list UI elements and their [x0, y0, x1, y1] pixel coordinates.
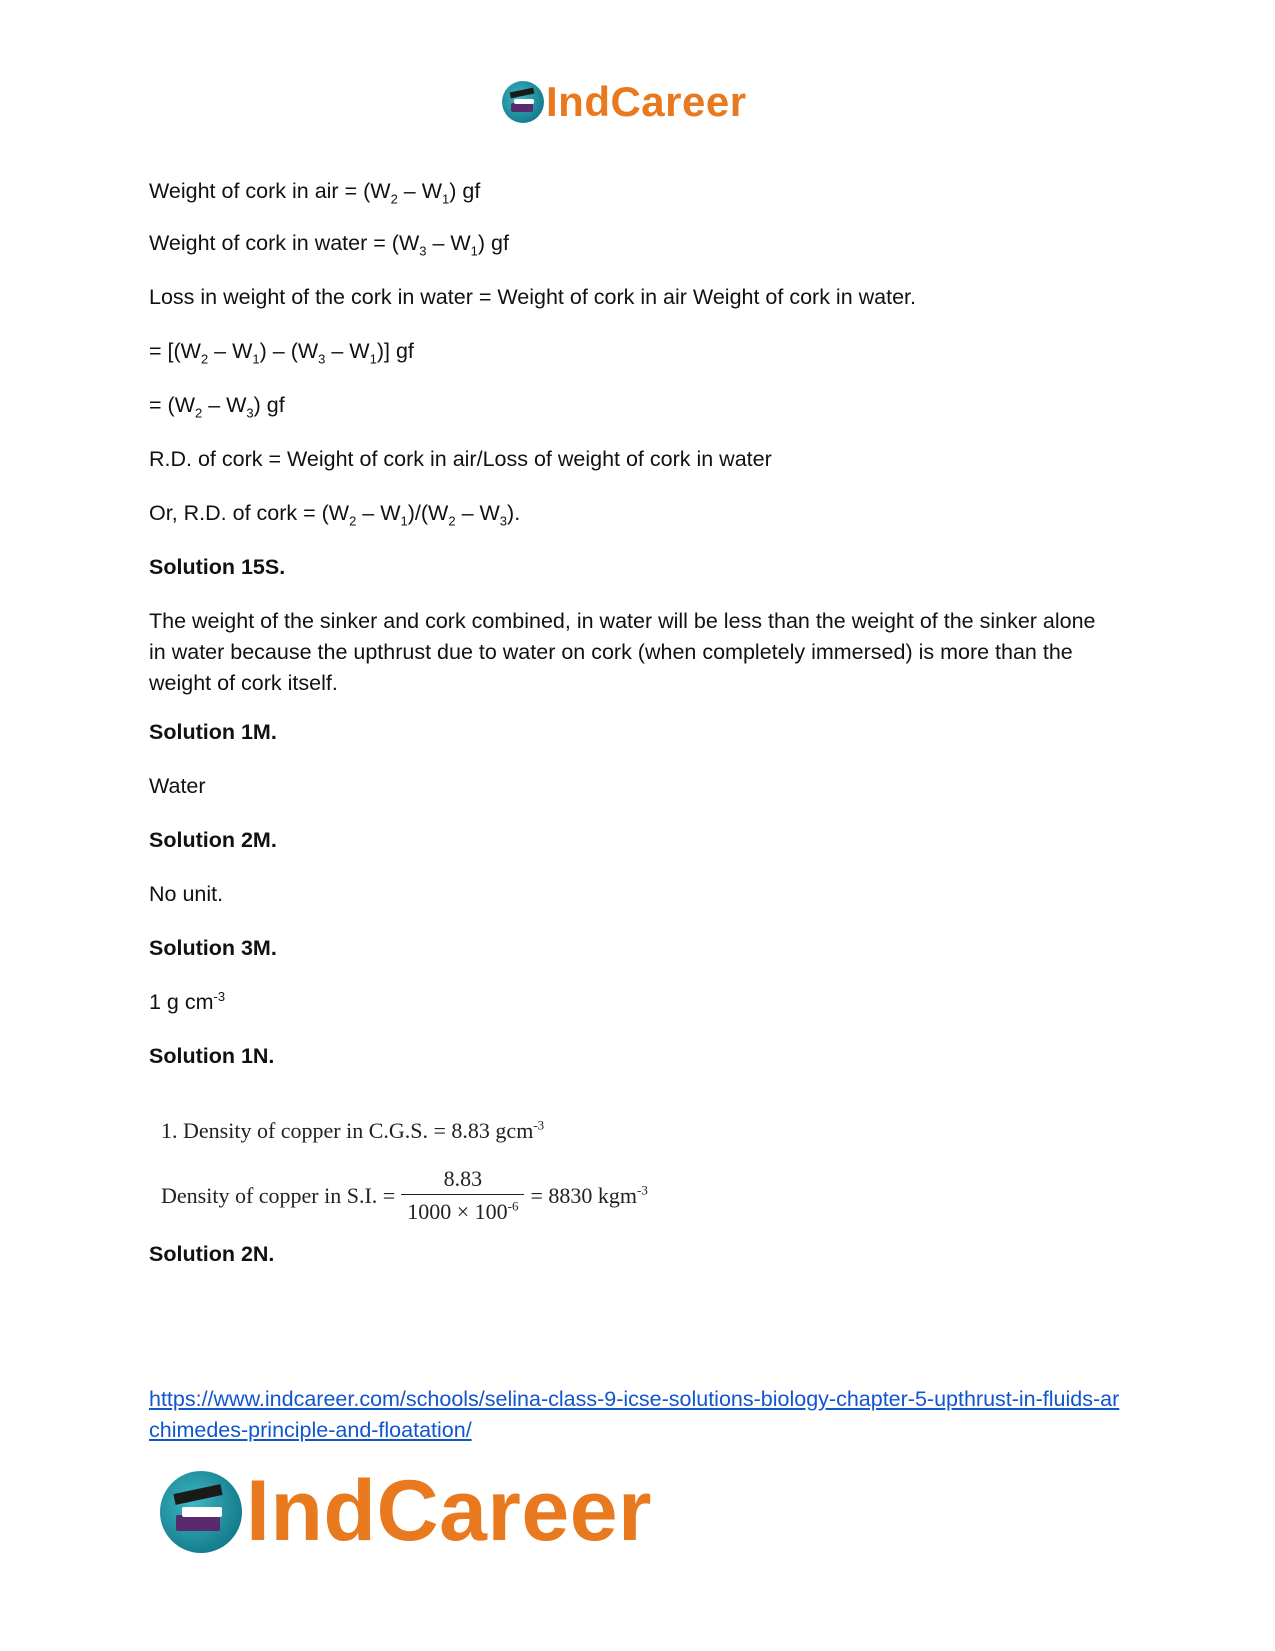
- solution-heading: Solution 3M.: [149, 936, 277, 960]
- text-line: R.D. of cork = Weight of cork in air/Loss of weight of cork in water: [149, 447, 772, 471]
- formula-row: Density of copper in S.I. = $\frac{8.83}{1000 \times 100^{-6}}$ = 8830 kgm$^{-3}$: [161, 1166, 648, 1224]
- footer-logo: [160, 1462, 652, 1561]
- fraction: $\frac{8.83}{1000 \times 100^{-6}}$: [401, 1166, 524, 1225]
- text-line: Weight of cork in air = $(W_2 - W_1)$ gf: [149, 179, 481, 207]
- indcareer-logo-icon: [502, 81, 544, 123]
- text-line: = $(W_2 - W_3)$ gf: [149, 393, 285, 421]
- logo-wordmark: IndCareer: [546, 78, 747, 125]
- indcareer-logo-icon: [160, 1471, 242, 1553]
- solution-heading: Solution 1M.: [149, 720, 277, 744]
- source-link[interactable]: https://www.indcareer.com/schools/selina-class-9-icse-solutions-biology-chapter-5-upthrust-in-fluids-archimedes-principle-and-floatation/: [149, 1387, 1120, 1442]
- solution-heading: Solution 2N.: [149, 1242, 275, 1266]
- text-line: Weight of cork in water = $(W_3 - W_1)$ gf: [149, 231, 509, 259]
- solution-paragraph: The weight of the sinker and cork combined, in water will be less than the weight of the sinker alone in water because the upthrust due to water on cork (when completely immersed) is more than the weight of cork itself.: [149, 609, 1096, 695]
- solution-answer: 1 g $cm^{-3}$: [149, 988, 226, 1014]
- solution-answer: No unit.: [149, 882, 224, 906]
- solution-heading: Solution 15S.: [149, 555, 286, 579]
- solution-answer: Water: [149, 774, 206, 798]
- solution-heading: Solution 1N.: [149, 1044, 275, 1068]
- header-logo: [502, 78, 747, 126]
- text-line: Loss in weight of the cork in water = Weight of cork in air Weight of cork in water.: [149, 285, 916, 309]
- solution-heading: Solution 2M.: [149, 828, 277, 852]
- formula-row: 1. Density of copper in C.G.S. = 8.83 gcm$^{-3}$: [161, 1117, 545, 1143]
- logo-wordmark: IndCareer: [246, 1463, 652, 1559]
- text-line: = $[(W_2 - W_1) - (W_3 - W_1)]$ gf: [149, 339, 414, 367]
- text-line: Or, R.D. of cork = $(W_2 - W_1)/(W_2 - W_3)$.: [149, 501, 521, 529]
